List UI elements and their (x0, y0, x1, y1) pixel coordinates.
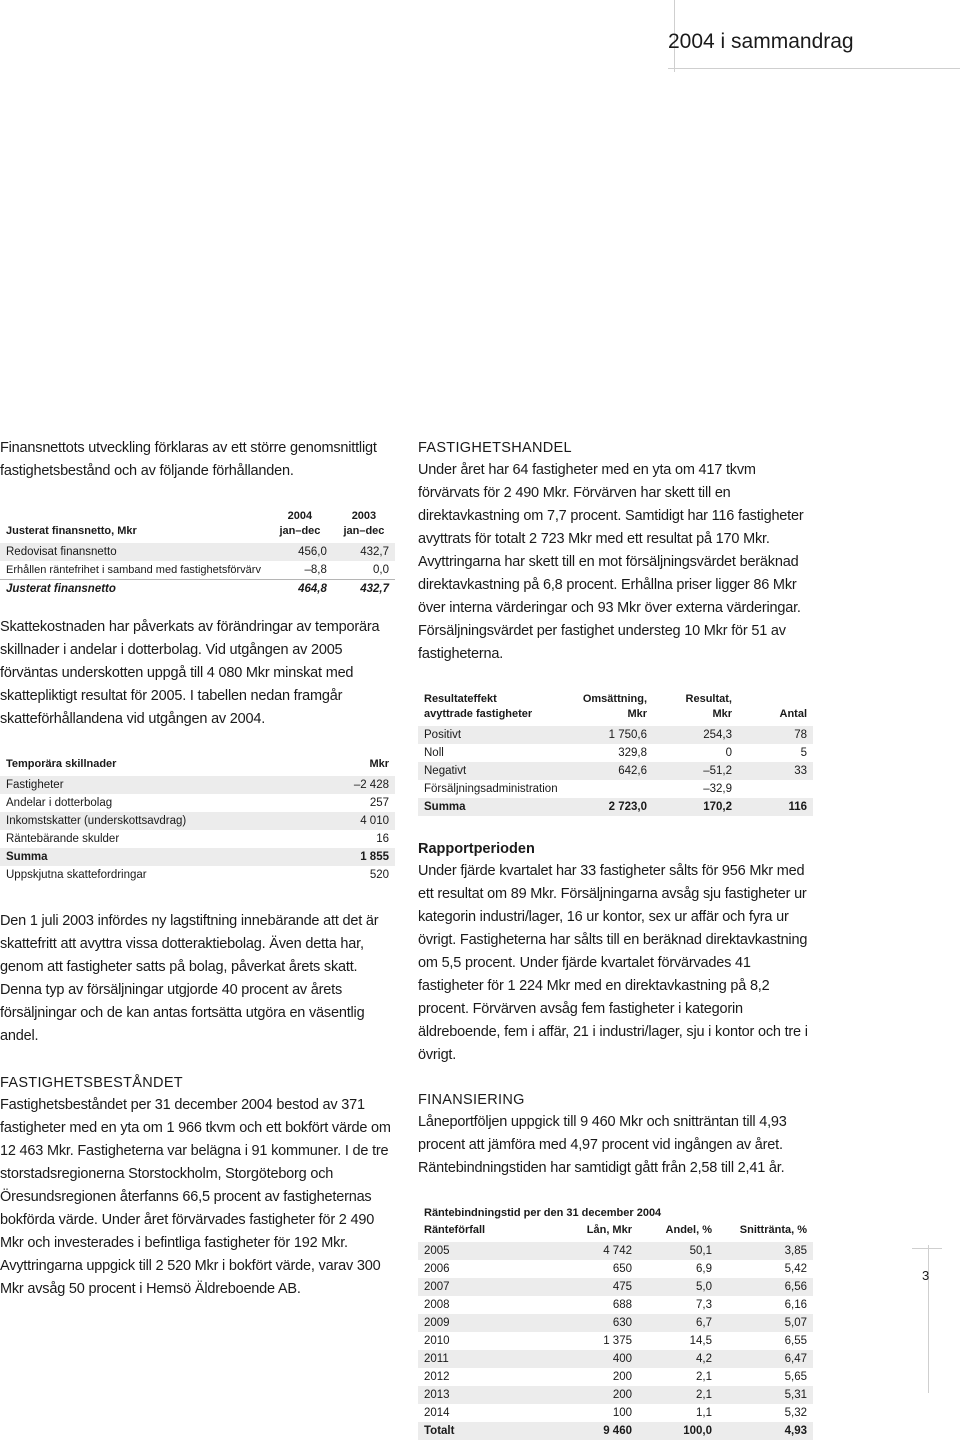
juli-paragraph: Den 1 juli 2003 infördes ny lagstiftning innebärande att det är skattefritt att avyttra vissa dotteraktiebolag. Även detta har, genom att fastigheter satts på bolag, påverkat årets skatt. Denna typ av försäljningar utgjorde 40 procent av årets försäljningar och de kan antas fortsätta utgöra en väsentlig andel. (0, 913, 379, 1044)
margin-horizontal-rule (912, 1248, 942, 1249)
bestand-paragraph: Fastighetsbeståndet per 31 december 2004 bestod av 371 fastigheter med en yta om 1 966 tkvm och ett bokfört värde om 12 463 Mkr. Fastigheterna var belägna i 91 kommuner. I de tre storstadsregionerna Storstockholm, Storgöteborg och Öresundsregionen återfanns 66,5 procent av fastigheternas bokförda värde. Under året förvärvades fastigheter för 2 490 Mkr och investerades i befintliga fastigheter för 192 Mkr. Avyttringarna uppgick till 2 520 Mkr i bokfört värde, varav 300 Mkr avsåg 50 procent i Hemsö Äldreboende AB. (0, 1097, 391, 1297)
lan-header: Lån, Mkr (586, 1224, 632, 1236)
finansiering-paragraph: Låneportföljen uppgick till 9 460 Mkr och snitträntan till 4,93 procent att jämföra med 4,97 procent vid ingången av året. Räntebindningstiden har samtidigt gått från 2,58 till 2,41 år. (418, 1114, 787, 1176)
mkr-header: Mkr (369, 758, 389, 770)
table-row: 2007 475 5,0 6,56 (418, 1278, 813, 1296)
table-row: 2010 1 375 14,5 6,55 (424, 1335, 807, 1347)
ranteforfall-header: Ränteförfall (424, 1224, 486, 1236)
table-row: Redovisat finansnetto 456,0 432,7 (0, 543, 395, 561)
table-total-row: Summa 2 723,0 170,2 116 (418, 798, 813, 816)
table-row: Andelar i dotterbolag 257 (6, 797, 389, 809)
table-row: Försäljningsadministration –32,9 (424, 783, 732, 795)
temporara-table-title: Temporära skillnader (6, 758, 117, 770)
table-row: 2005 4 742 50,1 3,85 (418, 1242, 813, 1260)
rapportperioden-heading: Rapportperioden (418, 841, 535, 857)
table-row: Positivt 1 750,6 254,3 78 (418, 726, 813, 744)
table-row: 2011 400 4,2 6,47 (418, 1350, 813, 1368)
header-horizontal-rule (668, 68, 960, 69)
table-row: Negativt 642,6 –51,2 33 (418, 762, 813, 780)
page-title: 2004 i sammandrag (668, 30, 854, 53)
table-row: 2013 200 2,1 5,31 (418, 1386, 813, 1404)
table-row: Erhållen räntefrihet i samband med fastighetsförvärv –8,8 0,0 (0, 561, 395, 580)
rantebindning-table-title: Räntebindningstid per den 31 december 2004 (424, 1207, 662, 1219)
omsattning-header: Omsättning, Mkr (582, 693, 647, 720)
table-row: 2009 630 6,7 5,07 (418, 1314, 813, 1332)
skatt-paragraph: Skattekostnaden har påverkats av förändringar av temporära skillnader i andelar i dotterbolag. Vid utgången av 2005 förväntas underskotten uppgå till 4 080 Mkr minskat med skattepliktigt resultat för 2005. I tabellen nedan framgår skatteförhållandena vid utgången av 2004. (0, 619, 380, 727)
finansnetto-table (0, 509, 395, 598)
snittranta-header: Snittränta, % (739, 1224, 807, 1236)
intro-paragraph: Finansnettots utveckling förklaras av ett större genomsnittligt fastighetsbestånd och av följande förhållanden. (0, 440, 377, 479)
rapport-paragraph: Under fjärde kvartalet har 33 fastigheter sålts för 956 Mkr med ett resultat om 89 Mkr. Försäljningarna avsåg sju fastigheter ur kategorin industri/lager, 16 ur kontor, sex ur affär och fyra ur övrigt. Fastigheterna har sålts till en beräknad direktavkastning om 5,5 procent. Under fjärde kvartalet förvärvades 41 fastigheter för 1 224 Mkr med en direktavkastning på 8,2 procent. Förvärven avsåg fem fastigheter i kategorin äldreboende, fem i affär, 21 i industri/lager, sju i kontor och tre i övrigt. (418, 863, 808, 1063)
col-2004-header: 2004 jan–dec (279, 510, 321, 537)
fastighetsbestandet-heading: FASTIGHETSBESTÅNDET (0, 1075, 183, 1091)
table-row: Noll 329,8 0 5 (424, 747, 807, 759)
table-row: Inkomstskatter (underskottsavdrag) 4 010 (0, 812, 395, 830)
table-row: Uppskjutna skattefordringar 520 (6, 869, 389, 881)
table-total-row: Totalt 9 460 100,0 4,93 (418, 1422, 813, 1440)
col-2003-header: 2003 jan–dec (343, 510, 385, 537)
table-total-row: Summa 1 855 (0, 848, 395, 866)
table-row: Fastigheter –2 428 (0, 776, 395, 794)
table-total-row: Justerat finansnetto 464,8 432,7 (6, 583, 389, 595)
andel-header: Andel, % (665, 1224, 712, 1236)
table-row: Räntebärande skulder 16 (6, 833, 389, 845)
table-row: 2012 200 2,1 5,65 (424, 1371, 807, 1383)
left-column (0, 437, 395, 1301)
resultateffekt-header: Resultateffekt avyttrade fastigheter (424, 693, 533, 720)
resultateffekt-table (418, 692, 813, 816)
resultat-header: Resultat, Mkr (685, 693, 732, 720)
table-row: 2006 650 6,9 5,42 (424, 1263, 807, 1275)
fastighetshandel-heading: FASTIGHETSHANDEL (418, 440, 572, 456)
right-column (418, 437, 813, 1440)
rantebindning-table (418, 1206, 813, 1440)
handel-paragraph: Under året har 64 fastigheter med en yta om 417 tkvm förvärvats för 2 490 Mkr. Förvärven har skett till en direktavkastning om 7,7 procent. Samtidigt har 116 fastigheter avyttrats för totalt 2 723 Mkr med ett resultat på 170 Mkr. Avyttringarna har skett till en mot försäljningsvärdet beräknad direktavkastning på 6,8 procent. Erhållna priser ligger 86 Mkr över interna värderingar och 93 Mkr över externa värderingar. Försäljningsvärdet per fastighet understeg 10 Mkr för 51 av fastigheterna. (418, 462, 804, 662)
table-row: 2008 688 7,3 6,16 (424, 1299, 807, 1311)
table-row: 2014 100 1,1 5,32 (424, 1407, 807, 1419)
finansnetto-table-title: Justerat finansnetto, Mkr (6, 525, 137, 537)
antal-header: Antal (779, 708, 807, 720)
temporara-table (0, 757, 395, 884)
page-number: 3 (922, 1268, 930, 1283)
finansiering-heading: FINANSIERING (418, 1092, 525, 1108)
